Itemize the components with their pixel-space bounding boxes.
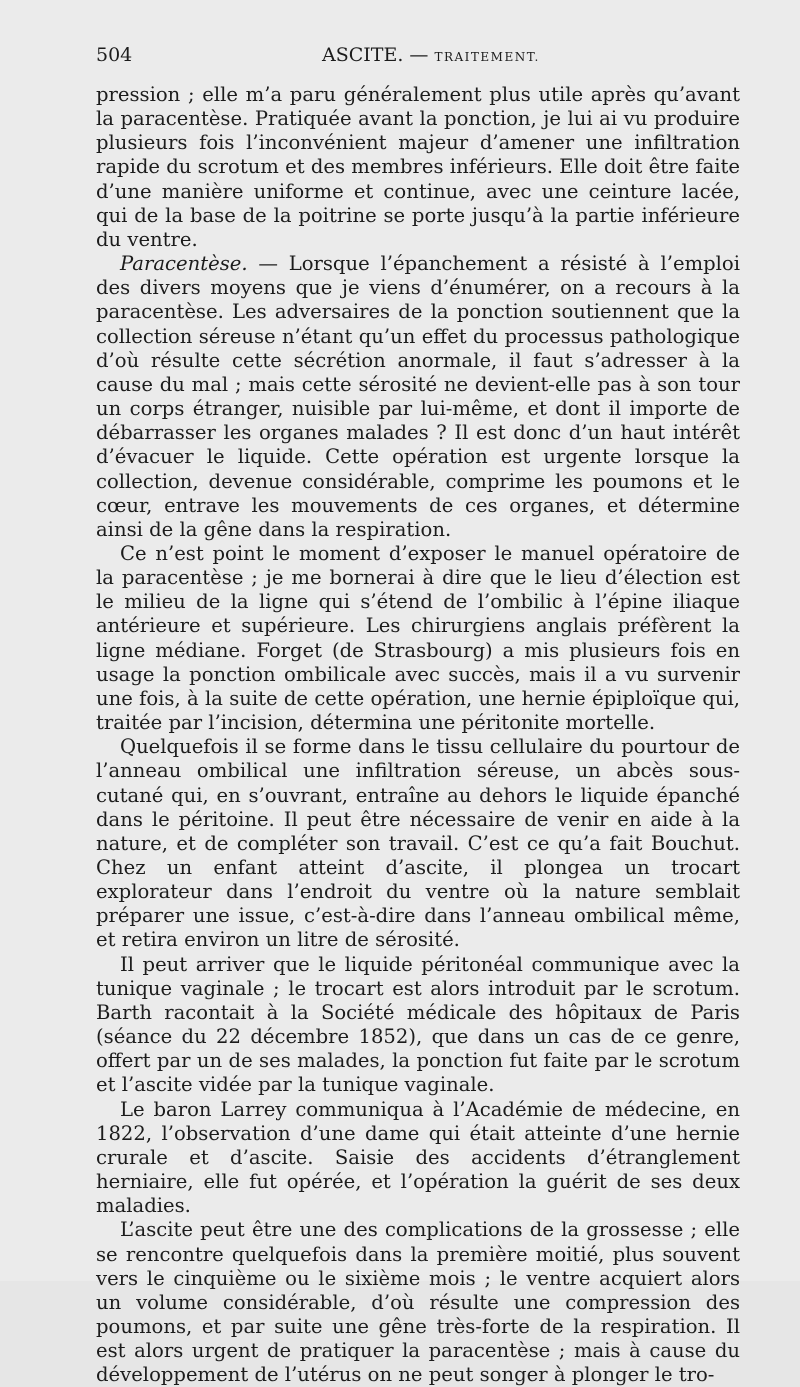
paragraph-larrey: Le baron Larrey communiqua à l’Académie de médecine, en 1822, l’observation d’une dame qui était atteinte d’une hernie crurale et d’ascite. Saisie des accidents d’étranglement herniaire, elle fut opérée, et l’opération la guérit de ses deux maladies. <box>96 1097 740 1218</box>
paragraph-grossesse: L’ascite peut être une des complications de la grossesse ; elle se rencontre quelquefois dans la première moitié, plus souvent vers le cinquième ou le sixième mois ; le ventre acquiert alors un volume considérable, d’où résulte une compression des poumons, et par suite une gêne très-forte de la respiration. Il est alors urgent de pratiquer la paracentèse ; mais à cause du développement de l’utérus on ne peut songer à plonger le tro- <box>96 1218 740 1387</box>
title-separator: — <box>409 44 429 66</box>
running-header <box>96 44 748 72</box>
paragraph-abces-ombilical: Quelquefois il se forme dans le tissu cellulaire du pourtour de l’anneau ombilical une infiltration séreuse, un abcès sous-cutané qui, en s’ouvrant, entraîne au dehors le liquide épanché dans le péritoine. Il peut être nécessaire de venir en aide à la nature, et de compléter son travail. C’est ce qu’a fait Bouchut. Chez un enfant atteint d’ascite, il plongea un trocart explorateur dans l’endroit du ventre où la nature semblait préparer une issue, c’est-à-dire dans l’anneau ombilical même, et retira environ un litre de sérosité. <box>96 735 740 952</box>
paragraph-paracentese-text: — Lorsque l’épanchement a résisté à l’emploi des divers moyens que je viens d’énumérer, on a recours à la paracentèse. Les adversaires de la ponction soutiennent que la collection séreuse n’étant qu’un effet du processus pathologique d’où résulte cette sécrétion anormale, il faut s’adresser à la cause du mal ; mais cette sérosité ne devient-elle pas à son tour un corps étranger, nuisible par lui-même, et dont il importe de débarrasser les organes malades ? Il est donc d’un haut intérêt d’évacuer le liquide. Cette opération est urgente lorsque la collection, devenue considérable, comprime les poumons et le cœur, entrave les mouvements de ces organes, et détermine ainsi de la gêne dans la respiration. <box>96 252 740 541</box>
running-title <box>322 44 540 66</box>
page-number: 504 <box>96 44 133 66</box>
paragraph-compression: pression ; elle m’a paru généralement plus utile après qu’avant la paracentèse. Pratiquée avant la ponction, je lui ai vu produire plusieurs fois l’inconvénient majeur d’amener une infiltration rapide du scrotum et des membres inférieurs. Elle doit être faite d’une manière uniforme et continue, avec une ceinture lacée, qui de la base de la poitrine se porte jusqu’à la partie inférieure du ventre. <box>96 83 740 251</box>
chapter-title: ASCITE. <box>322 44 404 66</box>
paragraph-paracentese <box>96 252 740 542</box>
section-subtitle: TRAITEMENT. <box>434 50 540 64</box>
section-lead-paracentese: Paracentèse. <box>120 252 248 276</box>
paragraph-manuel-operatoire: Ce n’est point le moment d’exposer le manuel opératoire de la paracentèse ; je me bornerai à dire que le lieu d’élection est le milieu de la ligne qui s’étend de l’ombilic à l’épine iliaque antérieure et supérieure. Les chirurgiens anglais préfèrent la ligne médiane. Forget (de Strasbourg) a mis plusieurs fois en usage la ponction ombilicale avec succès, mais il a vu survenir une fois, à la suite de cette opération, une hernie épiploïque qui, traitée par l’incision, détermina une péritonite mortelle. <box>96 541 740 735</box>
paragraph-tunique-vaginale: Il peut arriver que le liquide péritonéal communique avec la tunique vaginale ; le trocart est alors introduit par le scrotum. Barth racontait à la Société médicale des hôpitaux de Paris (séance du 22 décembre 1852), que dans un cas de ce genre, offert par un de ses malades, la ponction fut faite par le scrotum et l’ascite vidée par la tunique vaginale. <box>96 952 740 1097</box>
body-text <box>96 83 740 1387</box>
